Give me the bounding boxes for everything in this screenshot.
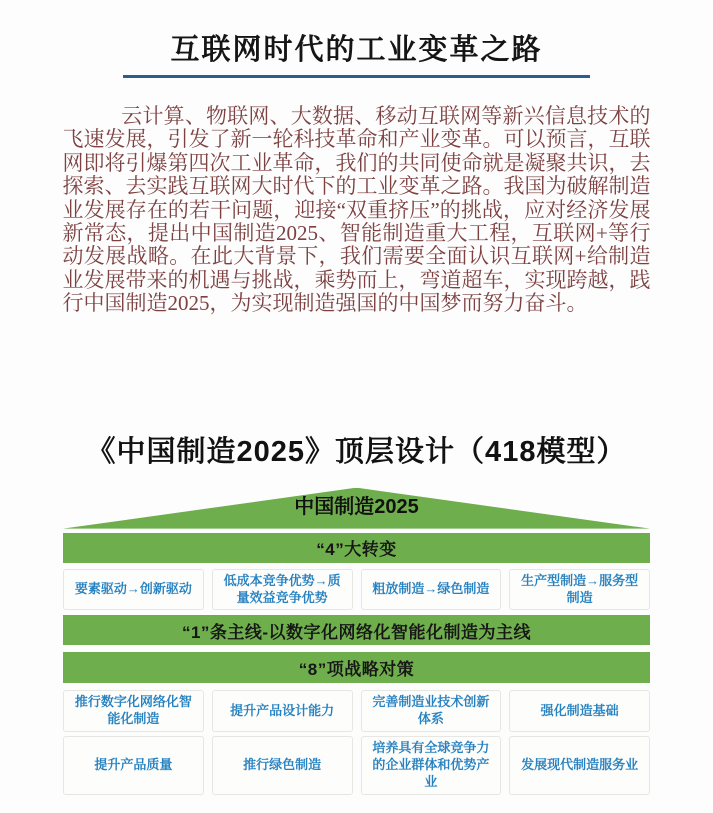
strategy-item: 强化制造基础 bbox=[509, 690, 650, 732]
pyramid-apex-label: 中国制造2025 bbox=[294, 495, 419, 518]
section-title: 《中国制造2025》顶层设计（418模型） bbox=[86, 435, 627, 468]
strategy-item: 提升产品设计能力 bbox=[212, 690, 353, 732]
transforms-row bbox=[63, 569, 650, 611]
bar-8-strategies: “8”项战略对策 bbox=[63, 652, 650, 683]
article-paragraph: 云计算、物联网、大数据、移动互联网等新兴信息技术的飞速发展，引发了新一轮科技革命和产业变革。可以预言，互联网即将引爆第四次工业革命，我们的共同使命就是凝聚共识，去探索、去实践互联网大时代下的工业变革之路。我国为破解制造业发展存在的若干问题，迎接“双重挤压”的挑战，应对经济发展新常态，提出中国制造2025、智能制造重大工程，互联网+等行动发展战略。在此大背景下，我们需要全面认识互联网+给制造业发展带来的机遇与挑战，乘势而上，弯道超车，实现跨越，践行中国制造2025，为实现制造强国的中国梦而努力奋斗。 bbox=[62, 104, 651, 316]
strategies-row-2 bbox=[63, 736, 650, 795]
strategy-item: 完善制造业技术创新体系 bbox=[361, 690, 502, 732]
transform-item: 粗放制造→绿色制造 bbox=[361, 569, 502, 611]
page-title: 互联网时代的工业变革之路 bbox=[170, 34, 543, 66]
strategy-item: 推行数字化网络化智能化制造 bbox=[63, 690, 204, 732]
transform-item: 要素驱动→创新驱动 bbox=[63, 569, 204, 611]
title-underline bbox=[123, 75, 590, 78]
transform-item: 低成本竞争优势→质量效益竞争优势 bbox=[212, 569, 353, 611]
strategy-item: 推行绿色制造 bbox=[212, 736, 353, 795]
strategies-row-1 bbox=[63, 690, 650, 732]
bar-1-mainline: “1”条主线-以数字化网络化智能化制造为主线 bbox=[63, 615, 650, 645]
strategy-item: 发展现代制造服务业 bbox=[509, 736, 650, 795]
418-model-diagram bbox=[63, 488, 650, 795]
pyramid-top bbox=[63, 488, 650, 529]
transform-item: 生产型制造→服务型制造 bbox=[509, 569, 650, 611]
strategy-item: 培养具有全球竞争力的企业群体和优势产业 bbox=[361, 736, 502, 795]
bar-4-transforms: “4”大转变 bbox=[63, 533, 650, 563]
strategy-item: 提升产品质量 bbox=[63, 736, 204, 795]
